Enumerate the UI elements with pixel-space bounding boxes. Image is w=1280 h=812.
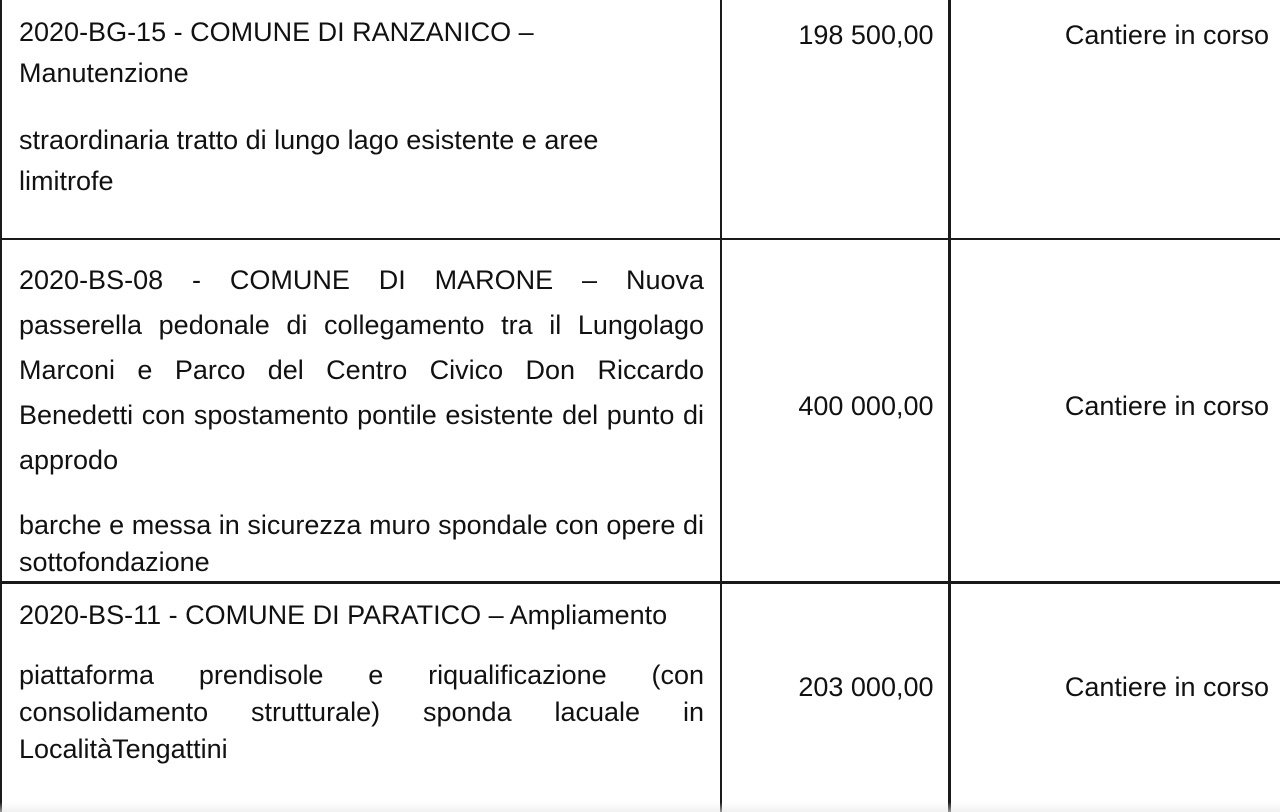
amount-cell bbox=[721, 0, 949, 239]
description-line-2: barche e messa in sicurezza muro spondale con opere di sottofondazione bbox=[19, 510, 704, 577]
status-cell bbox=[949, 0, 1280, 239]
table-row bbox=[1, 239, 1280, 583]
amount-cell bbox=[721, 583, 949, 812]
amount-value: 198 500,00 bbox=[798, 20, 934, 50]
description-cell bbox=[1, 583, 721, 812]
description-line-1: 2020-BG-15 - COMUNE DI RANZANICO – Manutenzione bbox=[19, 17, 534, 88]
description-line-1: 2020-BS-11 - COMUNE DI PARATICO – Ampliamento bbox=[19, 600, 668, 630]
description-cell bbox=[1, 0, 721, 239]
amount-value: 203 000,00 bbox=[798, 672, 934, 702]
status-badge: Cantiere in corso bbox=[1064, 20, 1269, 50]
status-badge: Cantiere in corso bbox=[1064, 391, 1269, 421]
amount-cell bbox=[721, 239, 949, 583]
description-cell bbox=[1, 239, 721, 583]
table-row bbox=[1, 0, 1280, 239]
table-row bbox=[1, 583, 1280, 812]
status-cell bbox=[949, 239, 1280, 583]
description-line-1: 2020-BS-08 - COMUNE DI MARONE – Nuova passerella pedonale di collegamento tra il Lungolago Marconi e Parco del Centro Civico Don Riccardo Benedetti con spostamento pontile esistente del punto di approdo bbox=[19, 265, 704, 475]
amount-value: 400 000,00 bbox=[798, 391, 934, 421]
description-line-2: piattaforma prendisole e riqualificazione (con consolidamento strutturale) sponda lacuale in LocalitàTengattini bbox=[19, 660, 704, 764]
status-badge: Cantiere in corso bbox=[1064, 672, 1269, 702]
description-line-2: straordinaria tratto di lungo lago esistente e aree limitrofe bbox=[19, 125, 599, 196]
status-cell bbox=[949, 583, 1280, 812]
